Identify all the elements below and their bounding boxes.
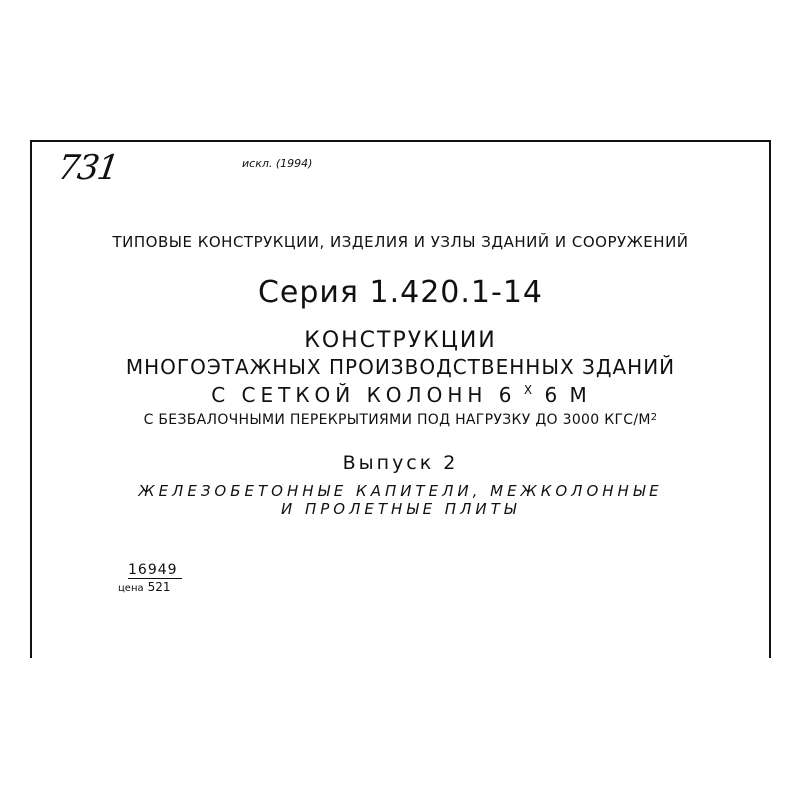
grid-a: 6: [498, 383, 515, 407]
heading-line-3: [30, 383, 771, 407]
heading-line-1: КОНСТРУКЦИИ: [304, 328, 497, 353]
price-value: 521: [147, 580, 171, 594]
handwritten-note: искл. (1994): [242, 157, 313, 170]
heading-line-4-text: С БЕЗБАЛОЧНЫМИ ПЕРЕКРЫТИЯМИ ПОД НАГРУЗКУ ДО 3000 КГС/М: [143, 412, 651, 428]
issue-label: Выпуск 2: [342, 452, 459, 474]
document-code: 16949: [128, 562, 182, 579]
price: [118, 580, 171, 594]
collection-title: ТИПОВЫЕ КОНСТРУКЦИИ, ИЗДЕЛИЯ И УЗЛЫ ЗДАНИЙ И СООРУЖЕНИЙ: [112, 233, 689, 251]
grid-x: X: [523, 383, 536, 397]
heading-line-4-sup: 2: [650, 412, 658, 423]
price-label: цена: [118, 583, 144, 594]
issue-subtitle-2: И ПРОЛЕТНЫЕ ПЛИТЫ: [280, 500, 521, 518]
column-grid: [499, 383, 590, 407]
grid-b: 6 М: [544, 383, 590, 407]
heading-line-4: [30, 412, 771, 428]
heading-line-3-text: С СЕТКОЙ КОЛОНН: [211, 383, 488, 407]
sheet-number: 731: [55, 148, 120, 188]
issue-subtitle-1: ЖЕЛЕЗОБЕТОННЫЕ КАПИТЕЛИ, МЕЖКОЛОННЫЕ: [138, 482, 663, 500]
series-title: Серия 1.420.1-14: [257, 275, 544, 310]
heading-line-2: МНОГОЭТАЖНЫХ ПРОИЗВОДСТВЕННЫХ ЗДАНИЙ: [125, 355, 676, 379]
